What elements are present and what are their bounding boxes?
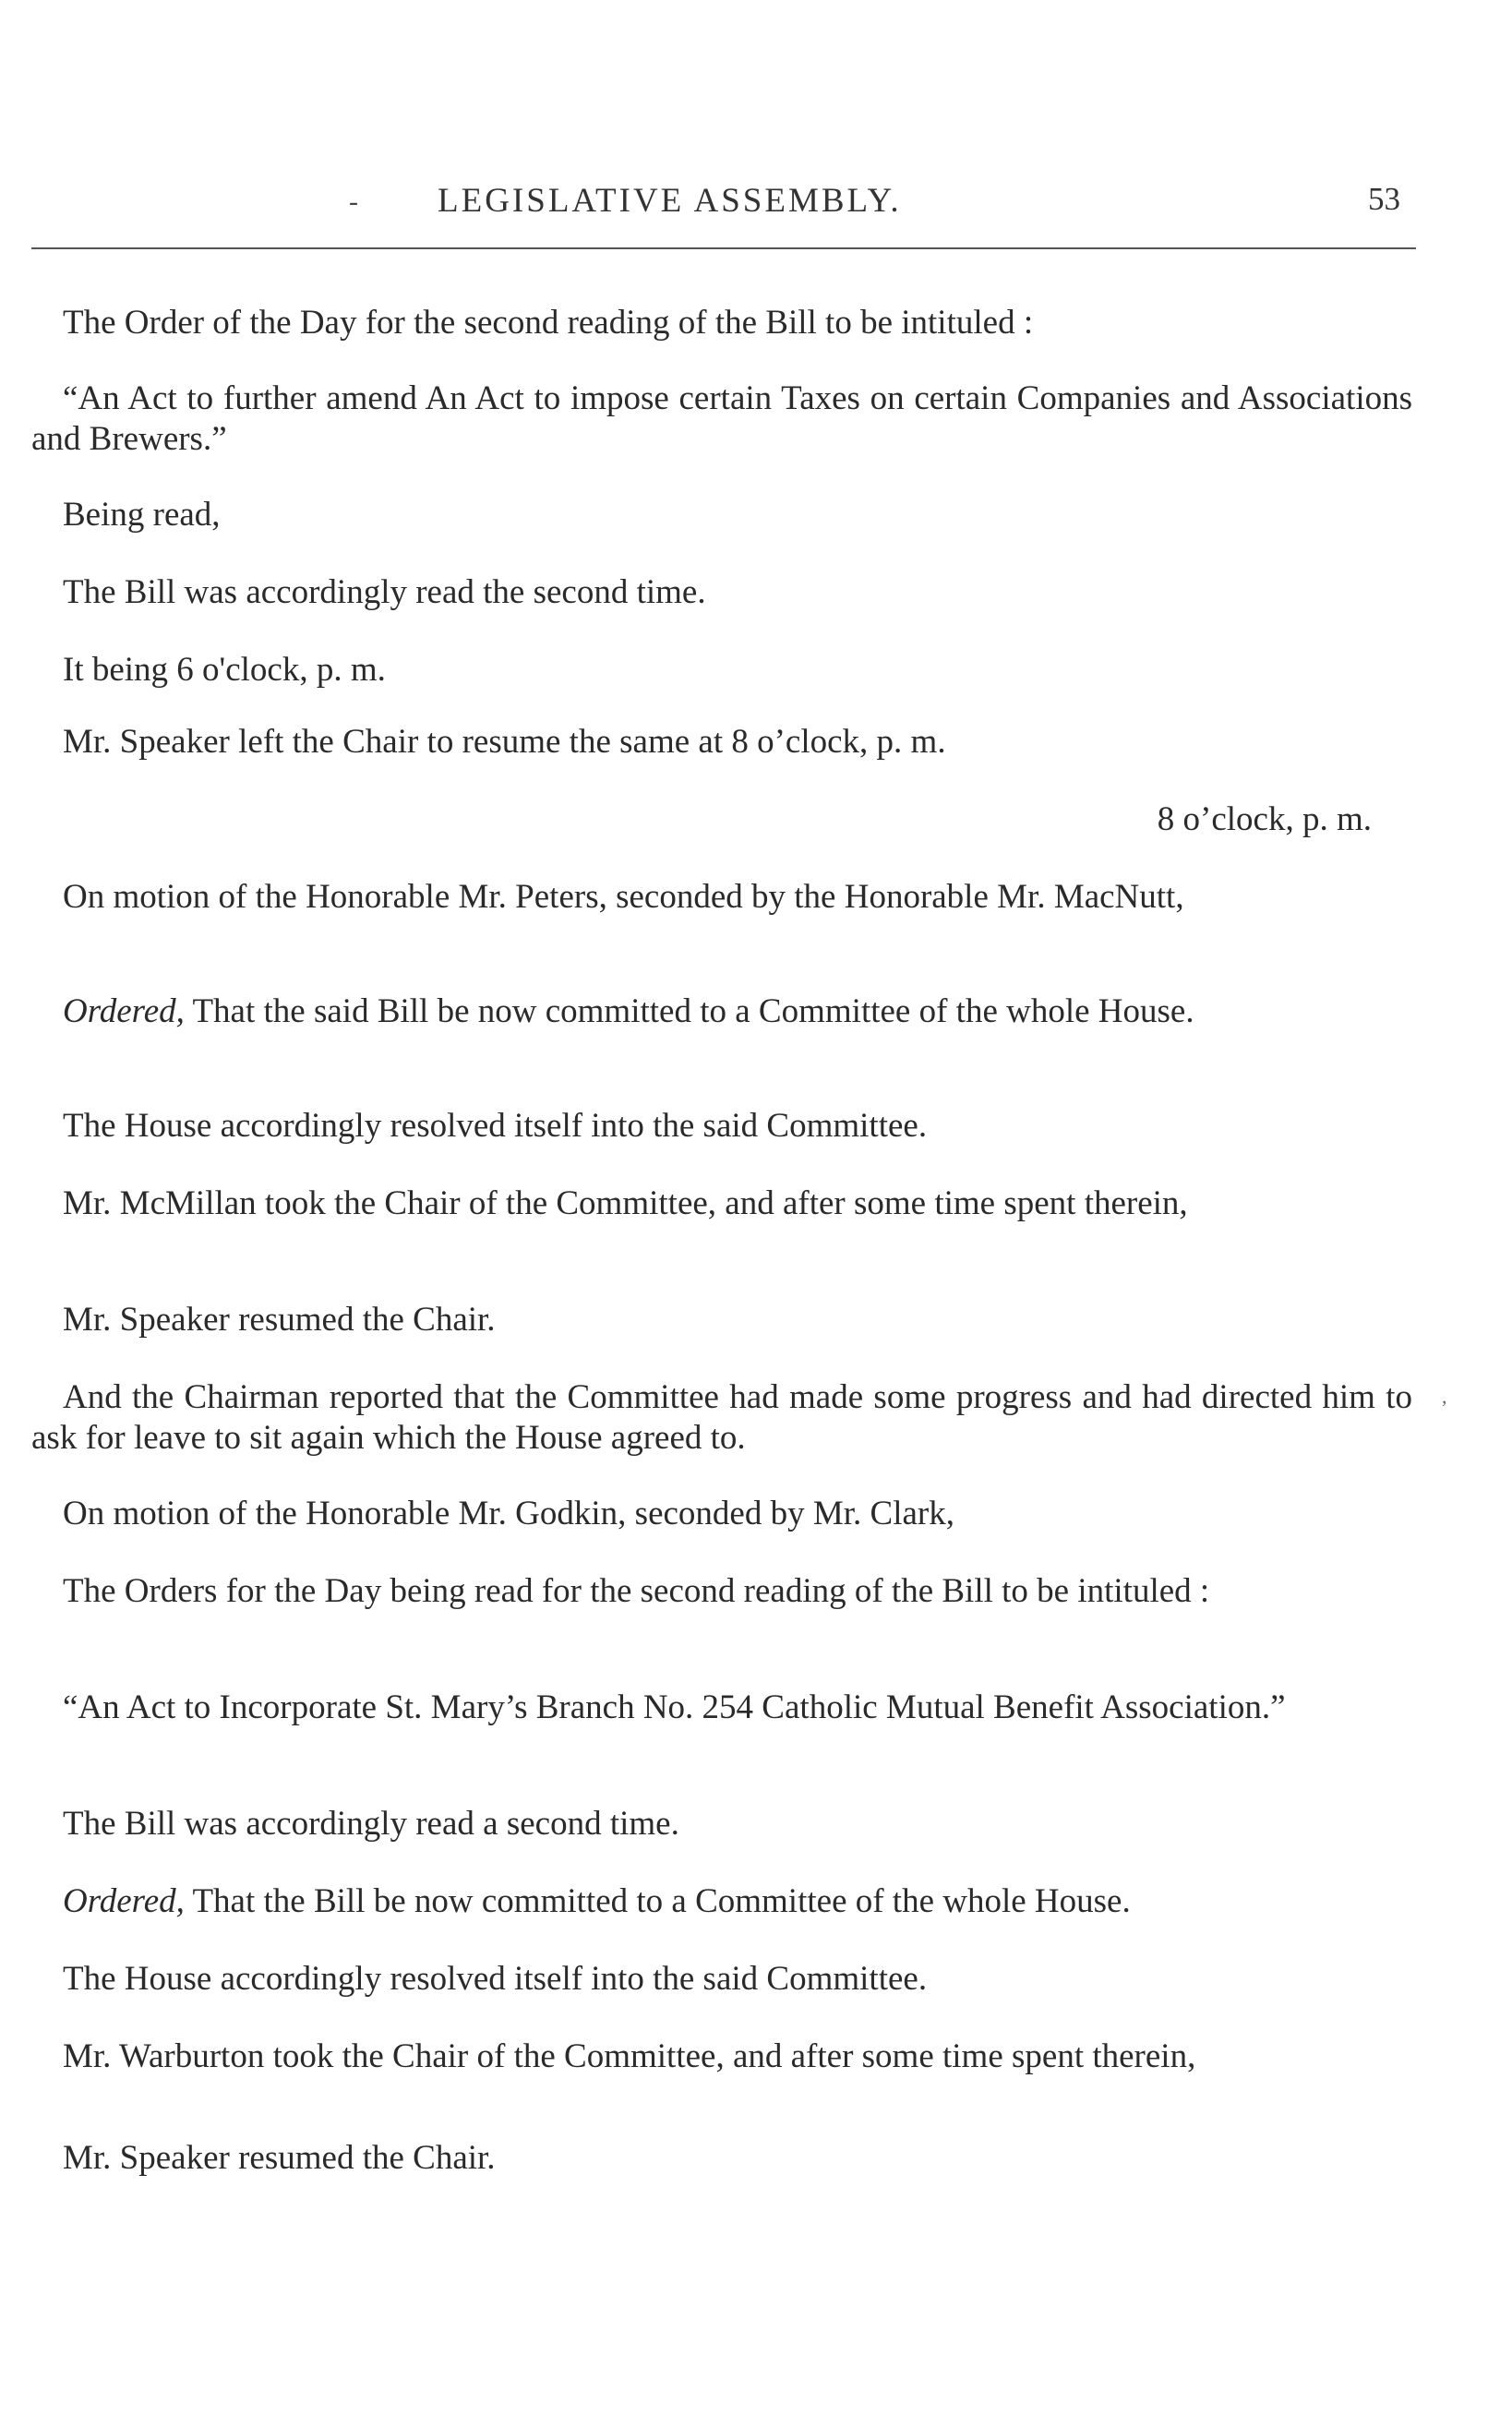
paragraph-eight-oclock: 8 o’clock, p. m. (1157, 800, 1372, 838)
paragraph-read-second-time-2: The Bill was accordingly read a second time. (63, 1805, 679, 1843)
paragraph-house-resolved-2: The House accordingly resolved itself into the said Committee. (63, 1960, 928, 1998)
paragraph-read-second-time: The Bill was accordingly read the second time. (63, 573, 706, 611)
paragraph-orders-for-day: The Orders for the Day being read for the second reading of the Bill to be intituled : (63, 1572, 1210, 1610)
paragraph-speaker-left: Mr. Speaker left the Chair to resume the same at 8 o’clock, p. m. (63, 723, 946, 761)
paragraph-motion-peters: On motion of the Honorable Mr. Peters, seconded by the Honorable Mr. MacNutt, (63, 878, 1184, 916)
paragraph-being-read: Being read, (63, 496, 221, 534)
ordered-italic: Ordered, (63, 992, 185, 1030)
header-dash: - (349, 186, 358, 217)
ordered-text-2: That the Bill be now committed to a Committee of the whole House. (184, 1882, 1131, 1920)
paragraph-motion-godkin: On motion of the Honorable Mr. Godkin, seconded by Mr. Clark, (63, 1495, 954, 1532)
page-number: 53 (1368, 181, 1400, 217)
ordered-italic-2: Ordered, (63, 1882, 185, 1920)
paragraph-ordered-committed-2 (31, 1881, 1412, 1922)
margin-mark: , (1442, 1385, 1447, 1408)
paragraph-bill-title-st-marys: “An Act to Incorporate St. Mary’s Branch No. 254 Catholic Mutual Benefit Association.” (63, 1688, 1286, 1726)
paragraph-ordered-committed (31, 991, 1412, 1032)
paragraph-bill-title-taxes: “An Act to further amend An Act to impose certain Taxes on certain Companies and Associations and Brewers.” (31, 379, 1412, 458)
paragraph-speaker-resumed: Mr. Speaker resumed the Chair. (63, 1301, 496, 1339)
paragraph-warburton-chair: Mr. Warburton took the Chair of the Committee, and after some time spent therein, (63, 2037, 1196, 2075)
paragraph-speaker-resumed-2: Mr. Speaker resumed the Chair. (63, 2139, 496, 2177)
paragraph-mcmillan-chair: Mr. McMillan took the Chair of the Committee, and after some time spent therein, (63, 1184, 1188, 1222)
paragraph-house-resolved: The House accordingly resolved itself into the said Committee. (63, 1107, 928, 1145)
paragraph-order-of-day: The Order of the Day for the second reading of the Bill to be intituled : (63, 304, 1034, 342)
paragraph-chairman-reported: And the Chairman reported that the Committee had made some progress and had directed him to ask for leave to sit again which the House agreed to. (31, 1378, 1412, 1457)
paragraph-six-oclock: It being 6 o'clock, p. m. (63, 651, 386, 689)
page-header (31, 181, 1416, 227)
running-title: LEGISLATIVE ASSEMBLY. (438, 182, 902, 220)
ordered-text: That the said Bill be now committed to a Committee of the whole House. (184, 992, 1194, 1030)
header-rule (31, 247, 1416, 249)
